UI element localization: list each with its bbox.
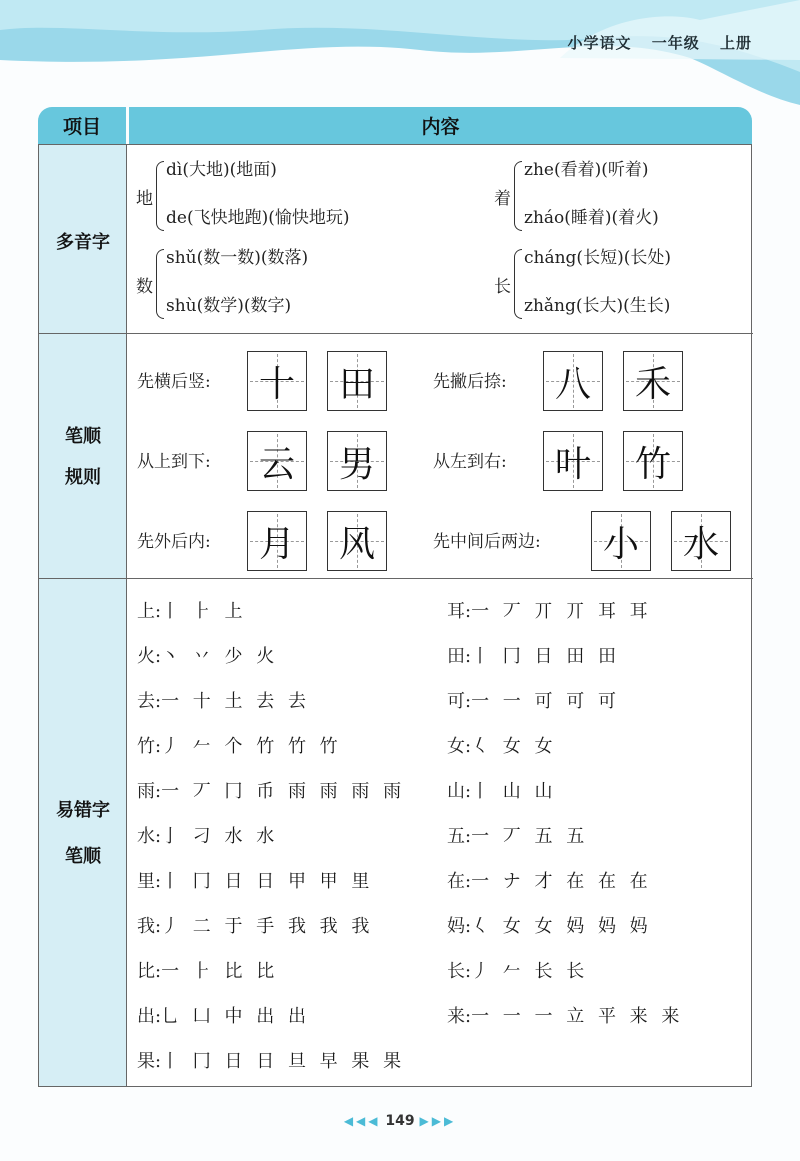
polyphone-reading: shǔ(数一数)(数落) — [166, 248, 309, 268]
stroke-order-row: 水:亅 刁 水 水 — [137, 826, 279, 847]
stroke-order-row: 妈:𡿨 女 女 妈 妈 妈 — [447, 916, 652, 937]
table-header-item: 项目 — [38, 107, 126, 144]
stroke-order-row: 山:丨 山 山 — [447, 781, 557, 802]
row-divider — [39, 333, 753, 334]
polyphone-reading: dì(大地)(地面) — [166, 160, 277, 180]
char-box: 田 — [327, 351, 387, 411]
section-label-stroke-rules-2: 规则 — [65, 467, 101, 488]
stroke-order-row: 可:一 一 可 可 可 — [447, 691, 620, 712]
section-label-errorprone-1: 易错字 — [56, 800, 110, 821]
stroke-order-row: 田:丨 冂 日 田 田 — [447, 646, 620, 667]
brace-icon — [156, 161, 164, 231]
row-divider — [39, 578, 753, 579]
stroke-rule-label: 先中间后两边: — [433, 532, 541, 552]
table-header-content: 内容 — [129, 107, 752, 144]
header-subject: 小学语文 — [567, 34, 632, 52]
polyphone-reading: de(飞快地跑)(愉快地玩) — [166, 208, 350, 228]
char-box: 竹 — [623, 431, 683, 491]
polyphone-char: 着 — [494, 189, 511, 209]
stroke-order-row: 去:一 十 土 去 去 — [137, 691, 310, 712]
char-box: 小 — [591, 511, 651, 571]
stroke-order-row: 在:一 ナ 才 在 在 在 — [447, 871, 652, 892]
char-box: 十 — [247, 351, 307, 411]
stroke-rule-label: 从左到右: — [433, 452, 507, 472]
char-box: 八 — [543, 351, 603, 411]
stroke-order-row: 竹:丿 𠂉 个 竹 竹 竹 — [137, 736, 342, 757]
polyphone-char: 地 — [136, 189, 153, 209]
right-arrows-icon: ▶▶▶ — [419, 1114, 457, 1128]
page-footer — [0, 1113, 800, 1129]
polyphone-char: 数 — [136, 277, 153, 297]
section-label-errorprone-2: 笔顺 — [65, 846, 101, 867]
brace-icon — [514, 249, 522, 319]
stroke-rule-label: 从上到下: — [137, 452, 211, 472]
polyphone-reading: zháo(睡着)(着火) — [524, 208, 659, 228]
header-grade: 一年级 — [651, 34, 700, 52]
polyphone-reading: shù(数学)(数字) — [166, 296, 292, 316]
char-box: 云 — [247, 431, 307, 491]
stroke-rule-label: 先撇后捺: — [433, 372, 507, 392]
polyphone-reading: cháng(长短)(长处) — [524, 248, 671, 268]
stroke-order-row: 女:𡿨 女 女 — [447, 736, 557, 757]
char-box: 风 — [327, 511, 387, 571]
section-label-polyphone: 多音字 — [56, 232, 110, 253]
char-box: 月 — [247, 511, 307, 571]
stroke-order-row: 比:一 ⺊ 比 比 — [137, 961, 279, 982]
stroke-rule-label: 先横后竖: — [137, 372, 211, 392]
char-box: 男 — [327, 431, 387, 491]
polyphone-char: 长 — [494, 277, 511, 297]
stroke-order-row: 出:乚 凵 中 出 出 — [137, 1006, 310, 1027]
stroke-order-row: 火:丶 丷 少 火 — [137, 646, 279, 667]
stroke-order-row: 上:丨 ⺊ 上 — [137, 601, 247, 622]
header-volume: 上册 — [719, 34, 752, 52]
table-body — [38, 144, 752, 1087]
stroke-order-row: 五:一 丆 五 五 — [447, 826, 589, 847]
stroke-order-row: 耳:一 丆 丌 丌 耳 耳 — [447, 601, 652, 622]
left-arrows-icon: ◀◀◀ — [343, 1114, 381, 1128]
page-number: 149 — [385, 1113, 415, 1129]
polyphone-reading: zhǎng(长大)(生长) — [524, 296, 671, 316]
polyphone-reading: zhe(看着)(听着) — [524, 160, 649, 180]
stroke-order-row: 长:丿 𠂉 长 长 — [447, 961, 589, 982]
stroke-order-row: 里:丨 冂 日 日 甲 甲 里 — [137, 871, 374, 892]
label-column — [39, 145, 127, 1086]
char-box: 叶 — [543, 431, 603, 491]
stroke-order-row: 雨:一 丆 冂 币 雨 雨 雨 雨 — [137, 781, 406, 802]
char-box: 禾 — [623, 351, 683, 411]
brace-icon — [156, 249, 164, 319]
stroke-rule-label: 先外后内: — [137, 532, 211, 552]
char-box: 水 — [671, 511, 731, 571]
page-header — [553, 32, 752, 53]
stroke-order-row: 我:丿 二 于 手 我 我 我 — [137, 916, 374, 937]
stroke-order-row: 果:丨 冂 日 日 旦 早 果 果 — [137, 1051, 406, 1072]
section-label-stroke-rules-1: 笔顺 — [65, 426, 101, 447]
summary-table — [38, 107, 752, 1087]
stroke-order-row: 来:一 一 一 立 平 来 来 — [447, 1006, 684, 1027]
brace-icon — [514, 161, 522, 231]
